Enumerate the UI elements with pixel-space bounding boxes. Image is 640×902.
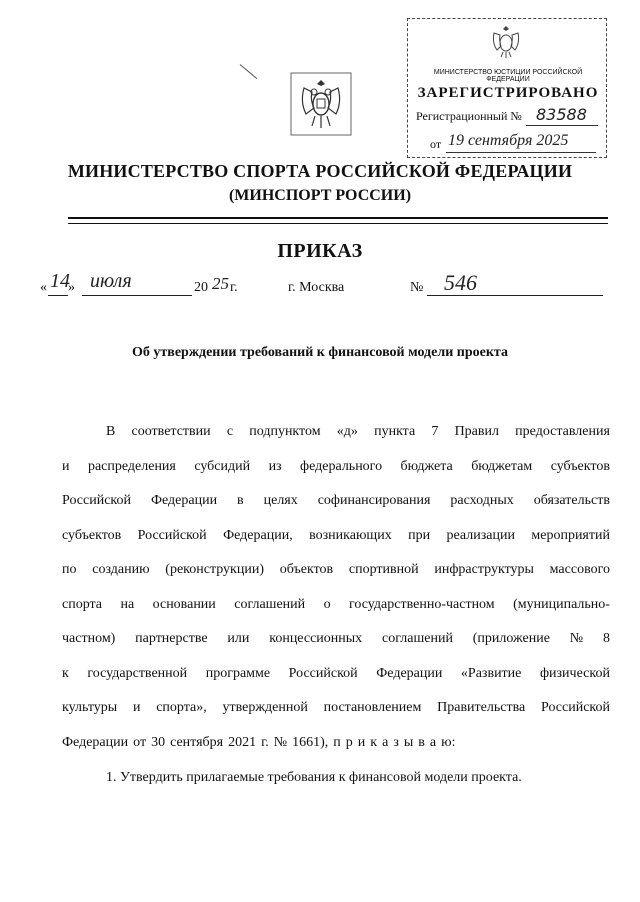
stamp-reg-number: 83588 xyxy=(536,105,587,124)
ministry-title: МИНИСТЕРСТВО СПОРТА РОССИЙСКОЙ ФЕДЕРАЦИИ xyxy=(67,161,573,181)
header-rule-thick xyxy=(68,217,608,219)
body-line: субъектов Российской Федерации, возникающих при реализации мероприятий xyxy=(62,527,610,543)
body-line: и распределения субсидий из федерального бюджета бюджетам субъектов xyxy=(62,458,610,474)
document-number: 546 xyxy=(444,270,477,295)
date-year-unit: г. xyxy=(230,280,238,295)
document-city: г. Москва xyxy=(288,280,345,295)
stamp-date-underline xyxy=(446,152,596,153)
date-month: июля xyxy=(90,270,132,292)
header-rule-thin xyxy=(68,223,608,224)
body-line: к государственной программе Российской Федерации «Развитие физической xyxy=(62,665,610,681)
date-year-prefix: 20 xyxy=(194,280,208,295)
ministry-short-name: (МИНСПОРТ РОССИИ) xyxy=(228,187,412,204)
date-year-suffix: 25 xyxy=(212,274,229,293)
day-underline xyxy=(48,295,68,296)
body-line: по созданию (реконструкции) объектов спортивной инфраструктуры массового xyxy=(62,562,610,577)
stamp-reg-date: 19 сентября 2025 xyxy=(448,132,569,149)
body-line: Российской Федерации в целях софинансирования расходных обязательств xyxy=(62,493,610,508)
stamp-registered: ЗАРЕГИСТРИРОВАНО xyxy=(417,85,599,101)
number-sign: № xyxy=(410,280,424,295)
document-type-heading: ПРИКАЗ xyxy=(277,240,363,262)
stamp-number-underline xyxy=(526,125,598,126)
body-line: частном) партнерстве или концессионных соглашений (приложение № 8 xyxy=(62,631,610,646)
handwritten-stroke xyxy=(240,64,257,79)
date-day: 14 xyxy=(50,270,70,292)
date-quote-open: « xyxy=(40,280,47,295)
number-underline xyxy=(427,295,603,296)
date-quote-close: » xyxy=(68,280,75,295)
body-line: культуры и спорта», утвержденной постановлением Правительства Российской xyxy=(62,700,610,715)
stamp-reg-label: Регистрационный № xyxy=(416,109,522,123)
stamp-ministry: МИНИСТЕРСТВО ЮСТИЦИИ РОССИЙСКОЙ ФЕДЕРАЦИИ xyxy=(433,69,583,83)
document-title: Об утверждении требований к финансовой модели проекта xyxy=(132,345,508,360)
stamp-date-prefix: от xyxy=(430,137,442,151)
month-underline xyxy=(82,295,192,296)
coat-of-arms-emblem xyxy=(290,72,352,136)
body-line: спорта на основании соглашений о государственно-частном (муниципально- xyxy=(62,596,610,612)
body-line: В соответствии с подпунктом «д» пункта 7 Правил предоставления xyxy=(106,424,610,439)
registration-stamp xyxy=(407,18,607,158)
body-line: Федерации от 30 сентября 2021 г. № 1661), п р и к а з ы в а ю: xyxy=(62,734,456,750)
order-item-1: 1. Утвердить прилагаемые требования к финансовой модели проекта. xyxy=(106,770,522,785)
stamp-emblem-icon xyxy=(488,23,524,59)
